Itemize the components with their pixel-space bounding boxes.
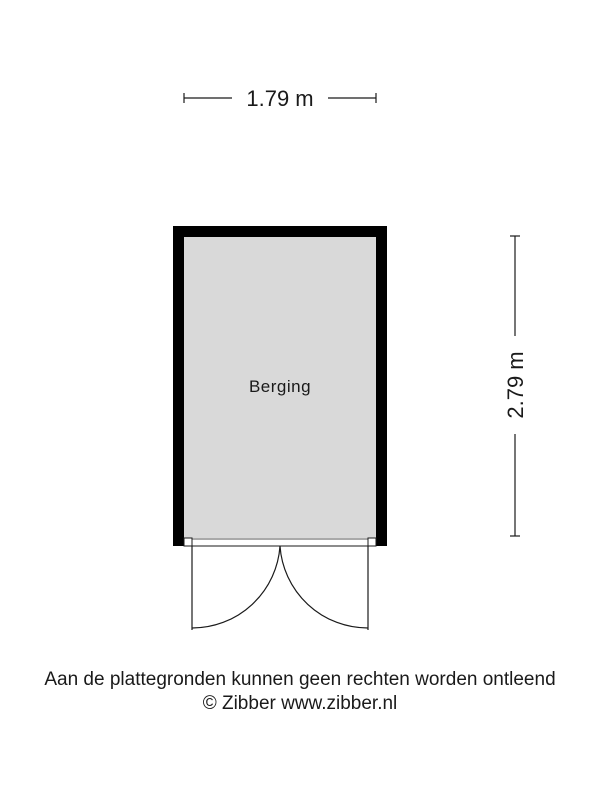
room-label: Berging bbox=[248, 377, 312, 396]
disclaimer-text: Aan de plattegronden kunnen geen rechten worden ontleend bbox=[44, 669, 556, 690]
door-swing-left bbox=[192, 546, 280, 628]
copyright-text: © Zibber www.zibber.nl bbox=[202, 693, 398, 714]
door-frame-left bbox=[184, 538, 192, 546]
door-swing-right bbox=[280, 546, 368, 628]
width-dimension-label: 1.79 m bbox=[246, 86, 314, 111]
wall-right bbox=[376, 226, 387, 546]
height-dimension-label: 2.79 m bbox=[503, 351, 528, 419]
width-dimension bbox=[184, 86, 376, 111]
wall-top bbox=[173, 226, 387, 237]
room-berging bbox=[173, 226, 387, 546]
door-frame-right bbox=[368, 538, 376, 546]
wall-left bbox=[173, 226, 184, 546]
height-dimension bbox=[503, 236, 528, 536]
double-door bbox=[192, 546, 368, 630]
